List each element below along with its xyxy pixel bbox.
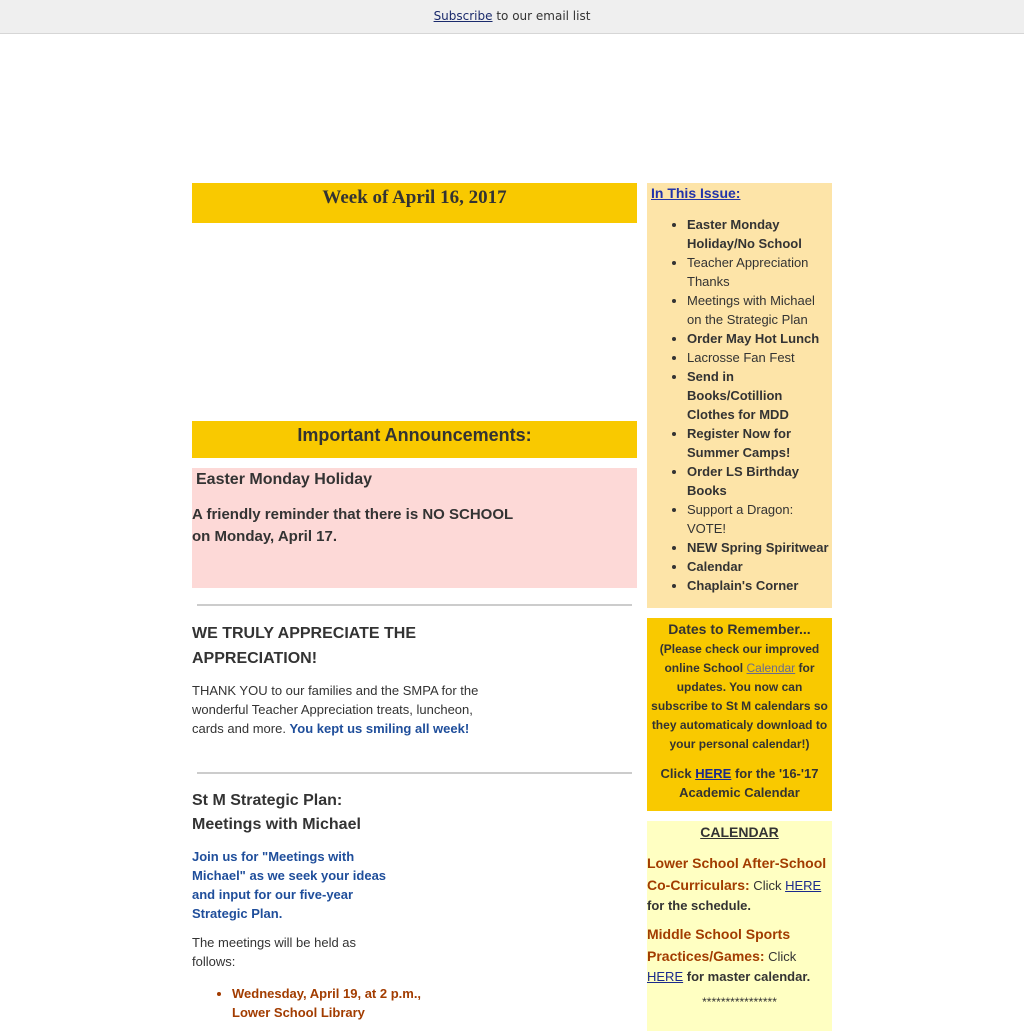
appreciation-highlight: You kept us smiling all week!	[289, 721, 470, 736]
appreciation-body: THANK YOU to our families and the SMPA for the wonderful Teacher Appreciation treats, luncheon, cards and more.	[192, 683, 479, 736]
middle-school-sports	[647, 924, 832, 988]
dates-text-after: for updates. You now can subscribe to St M calendars so they automaticaly download to your personal calendar!)	[651, 661, 828, 751]
click-suffix: for the '16-'17 Academic Calendar	[679, 766, 819, 800]
middle-click: Click	[764, 948, 797, 964]
issue-item[interactable]: • Teacher Appreciation Thanks	[687, 253, 832, 291]
strategic-plan-held: The meetings will be held as follows:	[192, 935, 357, 969]
issue-item[interactable]: • Support a Dragon: VOTE!	[687, 500, 832, 538]
strategic-plan-invite: Join us for "Meetings with Michael" as we seek your ideas and input for our five-year Strategic Plan.	[192, 849, 387, 921]
announcements-banner: Important Announcements:	[192, 421, 637, 458]
section-divider	[197, 604, 632, 606]
calendar-box	[647, 821, 832, 1031]
easter-title: Easter Monday Holiday	[196, 471, 373, 488]
click-prefix: Click	[660, 766, 696, 781]
calendar-title: CALENDAR	[700, 824, 779, 840]
subscribe-bar	[0, 0, 1024, 34]
middle-school-link[interactable]: HERE	[647, 969, 684, 984]
academic-calendar-link[interactable]: HERE	[695, 766, 732, 781]
issue-list	[647, 215, 832, 595]
easter-holiday-box	[192, 468, 637, 588]
subscribe-text: to our email list	[492, 9, 591, 23]
issue-item[interactable]: • Meetings with Michael on the Strategic Plan	[687, 291, 832, 329]
lower-click: Click	[749, 877, 786, 893]
subscribe-link[interactable]: Subscribe	[433, 9, 493, 23]
appreciation-text	[192, 681, 492, 738]
middle-school-label: Middle School Sports Practices/Games:	[647, 926, 791, 964]
issue-item[interactable]: • Order May Hot Lunch	[687, 329, 832, 348]
meetings-list	[192, 984, 452, 1022]
issue-item[interactable]: • Send in Books/Cotillion Clothes for MDD	[687, 367, 832, 424]
middle-suffix: for master calendar.	[683, 969, 811, 984]
in-this-issue-box	[647, 183, 832, 608]
meeting-item: • Wednesday, April 19, at 2 p.m., Lower School Library	[232, 984, 452, 1022]
calendar-separator: ****************	[702, 995, 777, 1009]
in-this-issue-link[interactable]: In This Issue:	[651, 185, 741, 201]
issue-item[interactable]: • Order LS Birthday Books	[687, 462, 832, 500]
issue-item[interactable]: • Chaplain's Corner	[687, 576, 832, 595]
issue-item[interactable]: • Calendar	[687, 557, 832, 576]
dates-title: Dates to Remember...	[668, 621, 811, 637]
issue-item[interactable]: • Lacrosse Fan Fest	[687, 348, 832, 367]
dates-text-before: (Please check our improved online School	[659, 642, 820, 675]
issue-item[interactable]: • NEW Spring Spiritwear	[687, 538, 832, 557]
lower-school-cocurriculars	[647, 853, 832, 917]
dates-text	[647, 640, 832, 754]
week-banner: Week of April 16, 2017	[192, 183, 637, 223]
easter-text: A friendly reminder that there is NO SCHOOL on Monday, April 17.	[192, 506, 513, 545]
section-divider	[197, 772, 632, 774]
lower-suffix: for the schedule.	[647, 898, 752, 913]
issue-item[interactable]: • Easter Monday Holiday/No School	[687, 215, 832, 253]
appreciation-title: WE TRULY APPRECIATE THE APPRECIATION!	[192, 625, 417, 667]
issue-item[interactable]: • Register Now for Summer Camps!	[687, 424, 832, 462]
lower-school-label: Lower School After-School Co-Curriculars:	[647, 855, 827, 893]
lower-school-link[interactable]: HERE	[785, 877, 822, 893]
dates-to-remember-box	[647, 618, 832, 811]
academic-calendar-line	[647, 764, 832, 802]
strategic-plan-title: St M Strategic Plan: Meetings with Michael	[192, 792, 361, 833]
calendar-link[interactable]: Calendar	[746, 661, 796, 675]
